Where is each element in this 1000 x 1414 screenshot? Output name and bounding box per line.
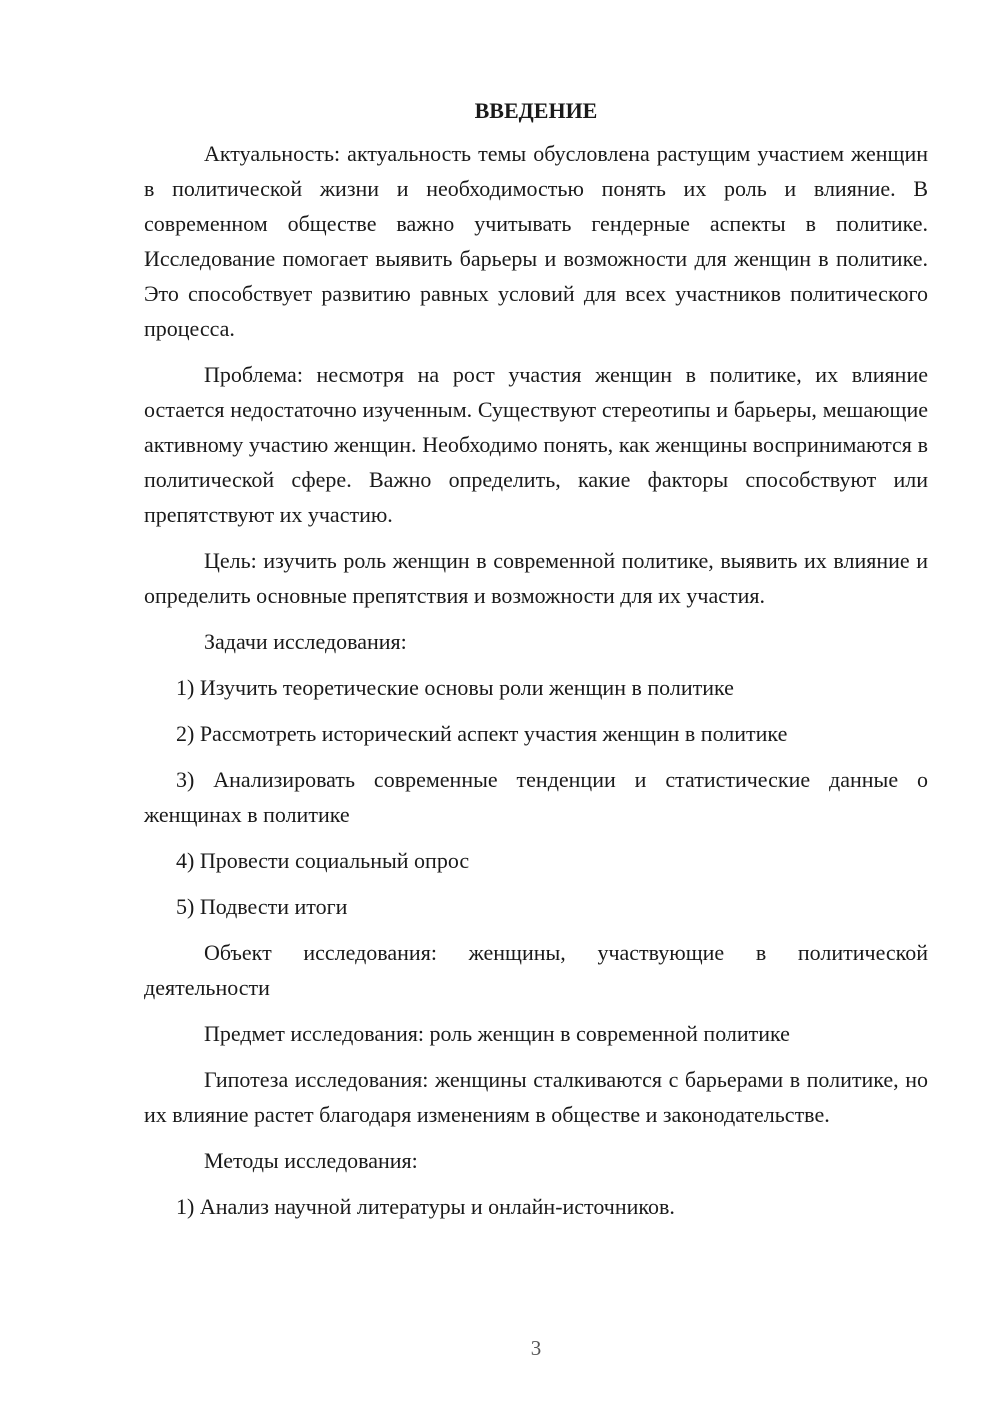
task-item-4: 4) Провести социальный опрос bbox=[176, 848, 470, 873]
goal-paragraph: Цель: изучить роль женщин в современной политике, выявить их влияние и определить основные препятствия и возможности для их участия. bbox=[144, 548, 928, 608]
problem-paragraph: Проблема: несмотря на рост участия женщин в политике, их влияние остается недостаточно изученным. Существуют стереотипы и барьеры, мешающие активному участию женщин. Необходимо понять, как женщины воспринимаются в политической сфере. Важно определить, какие факторы способствуют или препятствуют их участию. bbox=[144, 362, 928, 527]
methods-heading: Методы исследования: bbox=[204, 1148, 418, 1173]
task-item-3: 3) Анализировать современные тенденции и статистические данные о женщинах в политике bbox=[144, 767, 928, 827]
task-item-1: 1) Изучить теоретические основы роли женщин в политике bbox=[176, 675, 734, 700]
page-content bbox=[144, 94, 928, 1235]
page-number: 3 bbox=[530, 1336, 542, 1360]
hypothesis-paragraph: Гипотеза исследования: женщины сталкиваются с барьерами в политике, но их влияние растет благодаря изменениям в обществе и законодательстве. bbox=[144, 1067, 928, 1127]
object-paragraph: Объект исследования: женщины, участвующие в политической деятельности bbox=[144, 940, 928, 1000]
task-item-5: 5) Подвести итоги bbox=[176, 894, 348, 919]
tasks-heading: Задачи исследования: bbox=[204, 629, 407, 654]
subject-paragraph: Предмет исследования: роль женщин в современной политике bbox=[204, 1021, 790, 1046]
task-item-2: 2) Рассмотреть исторический аспект участия женщин в политике bbox=[176, 721, 788, 746]
method-item-1: 1) Анализ научной литературы и онлайн-источников. bbox=[176, 1194, 675, 1219]
relevance-paragraph: Актуальность: актуальность темы обусловлена растущим участием женщин в политической жизни и необходимостью понять их роль и влияние. В современном обществе важно учитывать гендерные аспекты в политике. Исследование помогает выявить барьеры и возможности для женщин в политике. Это способствует развитию равных условий для всех участников политического процесса. bbox=[144, 141, 928, 341]
section-heading: ВВЕДЕНИЕ bbox=[474, 98, 598, 123]
